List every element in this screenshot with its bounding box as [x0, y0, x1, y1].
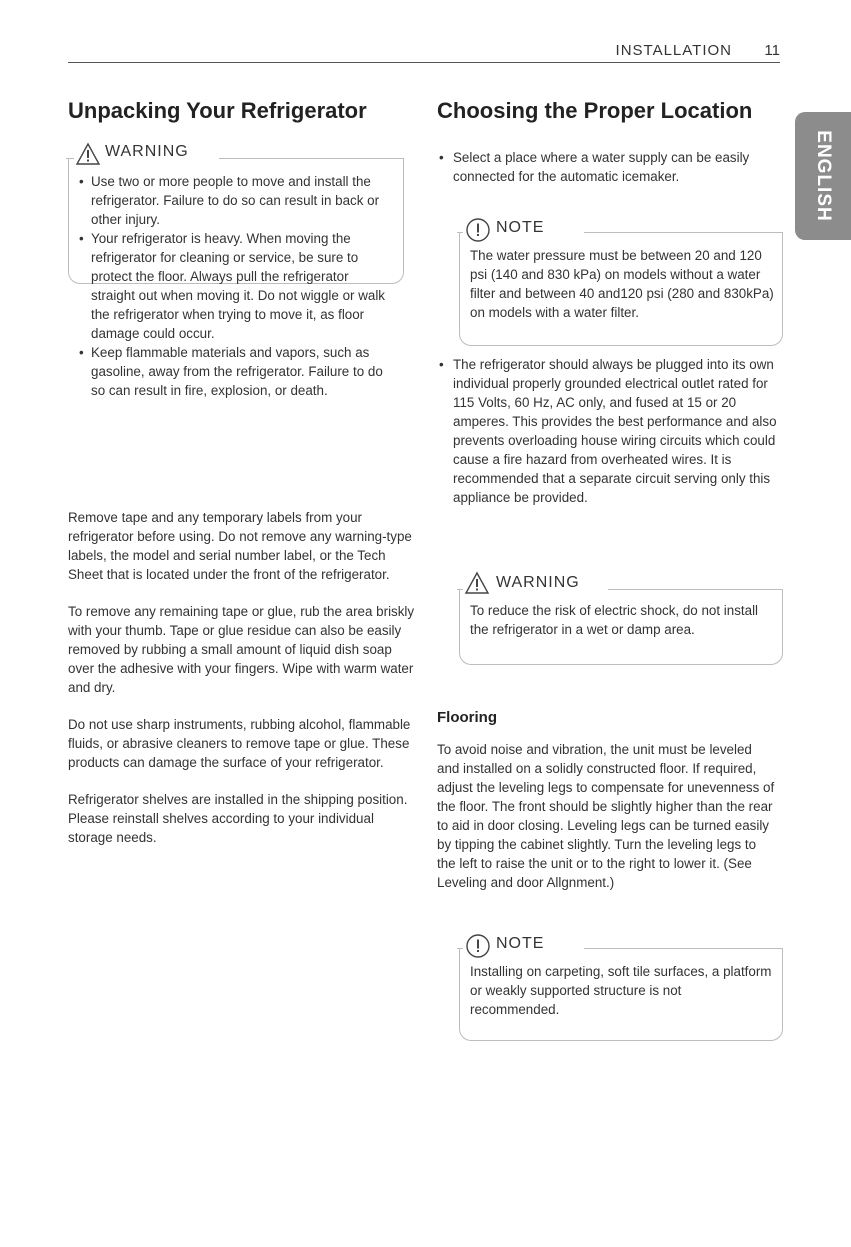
warning-box-shock: [459, 574, 783, 665]
warning-item: • Your refrigerator is heavy. When moving the refrigerator for cleaning or service, be sure to protect the floor. Always pull the refrigerator straight out when moving it. Do not wiggle or walk the refrigerator when trying to move it, as floor damage could occur.: [79, 229, 393, 343]
warning-text: To reduce the risk of electric shock, do not install the refrigerator in a wet or damp area.: [470, 603, 759, 637]
page-number: 11: [764, 42, 780, 59]
warning-box-unpacking: [68, 143, 404, 398]
location-title: Choosing the Proper Location: [437, 98, 753, 123]
note-text: Installing on carpeting, soft tile surfaces, a platform or weakly supported structure is not recommended.: [470, 964, 772, 1017]
note-icon: [465, 933, 491, 964]
paragraph: To remove any remaining tape or glue, rub the area briskly with your thumb. Tape or glue residue can also be easily removed by rubbing a small amount of liquid dish soap over the adhesive with your fingers. Wipe with warm water and dry.: [68, 604, 415, 695]
warning-item: • Keep flammable materials and vapors, such as gasoline, away from the refrigerator. Failure to do so can result in fire, explosion, or death.: [79, 343, 393, 400]
warning-list: [79, 172, 393, 400]
unpacking-body: [68, 508, 418, 865]
location-bullet: • Select a place where a water supply can be easily connected for the automatic icemaker.: [437, 148, 777, 186]
note-icon: [465, 217, 491, 248]
note-label: NOTE: [496, 935, 545, 952]
note-text: The water pressure must be between 20 and 120 psi (140 and 830 kPa) on models without a water filter and between 40 and120 psi (280 and 830kPa) on models with a water filter.: [470, 248, 774, 320]
page-header: [68, 38, 780, 63]
warning-item: • Use two or more people to move and install the refrigerator. Failure to do so can result in back or other injury.: [79, 172, 393, 229]
location-bullet: • The refrigerator should always be plugged into its own individual properly grounded electrical outlet rated for 115 Volts, 60 Hz, AC only, and fused at 15 or 20 amperes. This provides the best performance and also prevents overloading house wiring circuits which could cause a fire hazard from overheated wires. It is recommended that a separate circuit serving only this appliance be provided.: [437, 355, 777, 507]
unpacking-title: Unpacking Your Refrigerator: [68, 98, 367, 123]
warning-triangle-icon: [75, 142, 101, 171]
flooring-title: Flooring: [437, 709, 497, 726]
note-label: NOTE: [496, 219, 545, 236]
language-tab: [795, 112, 851, 240]
warning-label: WARNING: [496, 574, 580, 591]
language-tab-label: ENGLISH: [813, 130, 834, 222]
paragraph: Refrigerator shelves are installed in the shipping position. Please reinstall shelves according to your individual storage needs.: [68, 792, 408, 845]
paragraph: Remove tape and any temporary labels from your refrigerator before using. Do not remove any warning-type labels, the model and serial number label, or the Tech Sheet that is located under the front of the refrigerator.: [68, 510, 412, 582]
section-title: INSTALLATION: [615, 42, 732, 59]
warning-label: WARNING: [105, 143, 189, 160]
note-box-water: [459, 219, 783, 346]
note-box-flooring: [459, 935, 783, 1041]
paragraph: Do not use sharp instruments, rubbing alcohol, flammable fluids, or abrasive cleaners to remove tape or glue. These products can damage the surface of your refrigerator.: [68, 717, 411, 770]
flooring-body: To avoid noise and vibration, the unit must be leveled and installed on a solidly constructed floor. If required, adjust the leveling legs to compensate for unevenness of the floor. The front should be slightly higher than the rear to aid in door closing. Leveling legs can be turned easily by tipping the cabinet slightly. Turn the leveling legs to the left to raise the unit or to the right to lower it. (See Leveling and door Allgnment.): [437, 742, 775, 890]
warning-triangle-icon: [464, 571, 490, 600]
